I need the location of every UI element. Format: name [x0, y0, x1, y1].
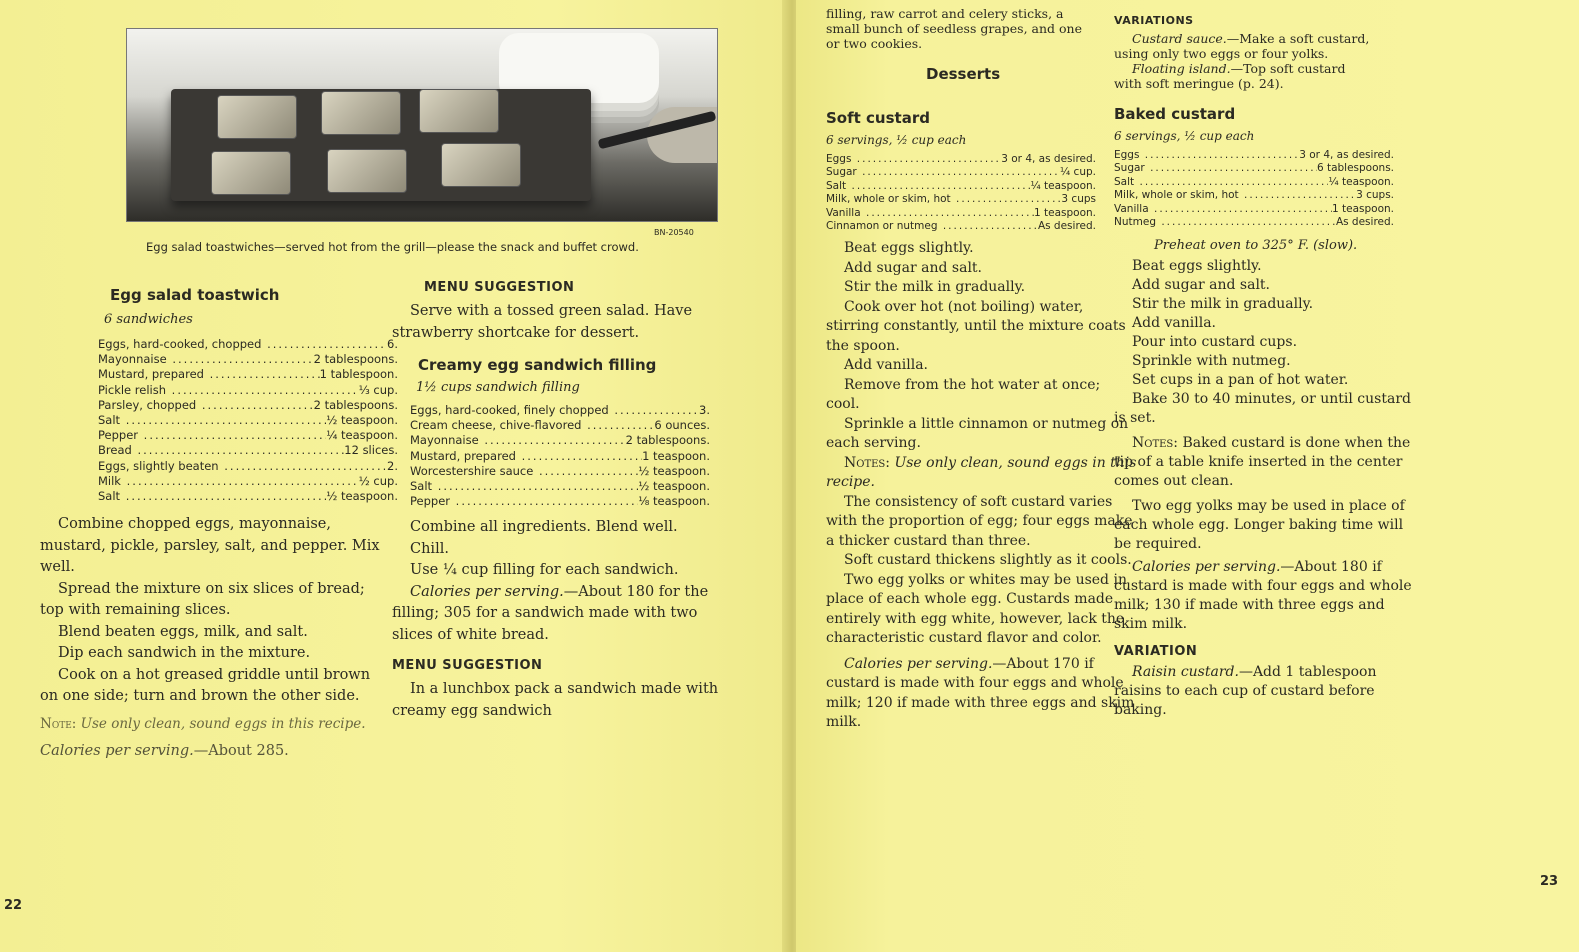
ingredient-name: Mayonnaise ..... — [410, 433, 626, 448]
ingredient-row — [98, 337, 398, 352]
variation-text: —Add 1 tablespoon raisins to each cup of custard before baking. — [1114, 663, 1377, 718]
page-number-left: 22 — [4, 898, 23, 913]
ingredient-row — [826, 180, 1096, 193]
calories-label: Calories per serving. — [40, 743, 194, 760]
ingredient-amount: 6. — [387, 337, 398, 351]
ingredient-amount: 6 ounces. — [654, 418, 710, 433]
recipe-note — [40, 714, 380, 736]
direction-step: Soft custard thickens slightly as it cools. — [844, 552, 1132, 569]
ingredient-amount: ¼ teaspoon. — [1328, 175, 1394, 188]
ingredient-amount: ¼ teaspoon. — [1030, 179, 1096, 192]
ingredient-amount: 2 tablespoons. — [313, 352, 398, 367]
ingredient-row — [1114, 216, 1394, 229]
recipe-directions — [40, 514, 382, 708]
direction-step: Pour into custard cups. — [1132, 333, 1298, 350]
direction-step: Remove from the hot water at once; cool. — [826, 376, 1101, 413]
ingredient-name: Vanilla ..... — [826, 207, 1034, 220]
direction-step: Blend beaten eggs, milk, and salt. — [58, 623, 308, 640]
variation-item — [1114, 61, 1376, 91]
right-page — [796, 0, 1579, 952]
ingredient-name: Cinnamon or nutmeg ..... — [826, 220, 1038, 233]
ingredient-name: Nutmeg ..... — [1114, 216, 1336, 229]
ingredient-row — [410, 418, 710, 433]
ingredient-name: Cream cheese, chive-flavored ..... — [410, 418, 654, 433]
ingredient-amount: 3 or 4, as desired. — [1001, 153, 1096, 165]
variation-label: Custard sauce. — [1132, 31, 1227, 46]
ingredient-row — [98, 459, 398, 474]
ingredient-amount: 2. — [387, 458, 398, 473]
ingredient-amount: ½ cup. — [358, 473, 398, 488]
egg-salad-recipe — [40, 286, 398, 763]
ingredient-row — [410, 494, 710, 509]
ingredient-amount: 1 tablespoon. — [319, 367, 398, 382]
ingredient-row — [410, 449, 710, 464]
soft-custard-notes — [826, 454, 1138, 493]
ingredient-name: Sugar ..... — [1114, 162, 1317, 175]
calories-text: —About 170 if custard is made with four eggs and whole milk; 120 if made with three eggs and skim milk. — [826, 655, 1135, 731]
grill-photo — [126, 28, 718, 222]
menu-suggestion-2-heading: MENU SUGGESTION — [392, 658, 543, 674]
baked-custard-calories — [1114, 558, 1414, 634]
notes-label: Notes: — [1132, 434, 1178, 451]
ingredient-row — [826, 166, 1096, 179]
direction-step: Sprinkle a little cinnamon or nutmeg on each serving. — [826, 415, 1129, 452]
ingredient-amount: ½ teaspoon. — [638, 463, 710, 478]
ingredient-name: Salt ..... — [1114, 176, 1328, 189]
creamy-filling-yield: 1½ cups sandwich filling — [416, 380, 580, 395]
direction-step: Use ¼ cup filling for each sandwich. — [410, 562, 679, 579]
ingredient-name: Salt ..... — [98, 413, 326, 428]
raisin-custard-variation — [1114, 663, 1414, 720]
direction-step: Sprinkle with nutmeg. — [1132, 352, 1291, 369]
recipe-title: Egg salad toastwich — [110, 286, 280, 304]
ingredient-row — [1114, 176, 1394, 189]
ingredient-amount: 3. — [699, 403, 710, 417]
direction-step: Bake 30 to 40 minutes, or until custard is set. — [1114, 390, 1411, 426]
ingredient-row — [410, 433, 710, 448]
direction-step: Two egg yolks or whites may be used in place of each whole egg. Custards made entirely with egg white, however, lack the characteristic custard flavor and color. — [826, 571, 1127, 647]
ingredient-name: Milk ..... — [98, 474, 359, 489]
ingredient-amount: ½ teaspoon. — [326, 413, 398, 428]
ingredient-amount: 1 teaspoon. — [1331, 202, 1394, 215]
creamy-calories — [392, 582, 722, 647]
variations-list — [1114, 31, 1376, 91]
ingredient-name: Pepper ..... — [410, 494, 638, 509]
ingredient-row — [1114, 189, 1394, 202]
ingredient-name: Pepper ..... — [98, 428, 326, 443]
direction-step: Chill. — [410, 540, 449, 557]
ingredient-row — [1114, 203, 1394, 216]
direction-step: Cook on a hot greased griddle until brown on one side; turn and brown the other side. — [40, 666, 371, 705]
ingredient-name: Eggs, slightly beaten ..... — [98, 459, 387, 474]
recipe-yield: 6 sandwiches — [104, 312, 193, 327]
ingredient-amount: 2 tablespoons. — [625, 433, 710, 448]
ingredient-row — [98, 352, 398, 367]
continued-text: filling, raw carrot and celery sticks, a small bunch of seedless grapes, and one or two cookies. — [826, 6, 1082, 51]
notes-text: Baked custard is done when the tip of a table knife inserted in the center comes out clean. — [1114, 434, 1411, 489]
left-page-column-2 — [392, 280, 722, 722]
calories-text: —About 180 for the filling; 305 for a sandwich made with two slices of white bread. — [392, 583, 709, 643]
baked-custard-notes-paragraphs — [1114, 497, 1414, 554]
ingredient-name: Sugar ..... — [826, 166, 1060, 179]
ingredient-amount: 3 cups — [1061, 193, 1096, 206]
ingredient-amount: 1 teaspoon. — [642, 448, 710, 463]
ingredient-name: Salt ..... — [98, 489, 326, 504]
soft-custard-yield: 6 servings, ½ cup each — [826, 133, 967, 147]
ingredient-amount: 3 cups. — [1356, 189, 1394, 202]
ingredient-row — [98, 367, 398, 382]
soft-custard-notes-paragraphs — [826, 493, 1138, 649]
ingredient-name: Eggs, hard-cooked, finely chopped ..... — [410, 403, 699, 418]
direction-step: Cook over hot (not boiling) water, stirring constantly, until the mixture coats the spoon. — [826, 298, 1126, 354]
direction-step: Combine all ingredients. Blend well. — [410, 519, 678, 536]
ingredient-amount: 2 tablespoons. — [313, 397, 398, 412]
ingredient-row — [410, 464, 710, 479]
ingredient-row — [98, 383, 398, 398]
ingredient-row — [1114, 162, 1394, 175]
ingredient-amount: As desired. — [1037, 220, 1096, 233]
ingredient-row — [98, 428, 398, 443]
ingredient-amount: As desired. — [1335, 216, 1394, 229]
variation-text: —Top soft custard with soft meringue (p. 24). — [1114, 61, 1346, 91]
ingredient-row — [98, 398, 398, 413]
ingredient-name: Mayonnaise ..... — [98, 352, 314, 367]
ingredient-amount: 3 or 4, as desired. — [1299, 149, 1394, 161]
creamy-directions — [392, 517, 722, 582]
ingredient-list — [98, 337, 398, 504]
direction-step: Stir the milk in gradually. — [1132, 295, 1314, 312]
desserts-heading: Desserts — [926, 65, 1001, 83]
direction-step: Beat eggs slightly. — [1132, 257, 1262, 274]
baked-custard-directions — [1114, 257, 1414, 428]
recipe-calories — [40, 741, 380, 763]
menu-suggestion-heading: MENU SUGGESTION — [424, 280, 575, 295]
ingredient-row — [826, 207, 1096, 220]
ingredient-name: Salt ..... — [410, 479, 638, 494]
ingredient-row — [98, 413, 398, 428]
soft-custard-ingredients — [826, 153, 1096, 233]
direction-step: Stir the milk in gradually. — [844, 279, 1026, 296]
ingredient-name: Mustard, prepared ..... — [410, 449, 642, 464]
ingredient-row — [98, 443, 398, 458]
variation-item — [1114, 31, 1376, 61]
calories-label: Calories per serving. — [844, 655, 993, 672]
soft-custard-directions — [826, 239, 1138, 454]
variation-label: Floating island. — [1132, 61, 1231, 76]
ingredient-name: Eggs, hard-cooked, chopped ..... — [98, 337, 387, 352]
calories-text: —About 285. — [193, 743, 289, 760]
ingredient-amount: 1 teaspoon. — [1033, 206, 1096, 219]
baked-custard-notes — [1114, 434, 1414, 491]
direction-step: Add sugar and salt. — [844, 259, 982, 276]
ingredient-name: Eggs ..... — [826, 153, 1001, 166]
direction-step: Two egg yolks may be used in place of each whole egg. Longer baking time will be required. — [1114, 497, 1405, 552]
ingredient-name: Milk, whole or skim, hot ..... — [826, 193, 1061, 206]
direction-step: Spread the mixture on six slices of bread; top with remaining slices. — [40, 580, 365, 619]
calories-label: Calories per serving. — [410, 583, 564, 600]
note-label: Note: — [40, 715, 77, 732]
ingredient-amount: ⅓ cup. — [358, 382, 398, 397]
griddle-image — [171, 89, 591, 201]
ingredient-name: Pickle relish ..... — [98, 383, 359, 398]
direction-step: Add vanilla. — [844, 357, 928, 374]
baked-custard-ingredients — [1114, 149, 1394, 229]
ingredient-name: Bread ..... — [98, 443, 344, 458]
ingredient-name: Worcestershire sauce ..... — [410, 464, 638, 479]
soft-custard-title: Soft custard — [826, 109, 930, 127]
ingredient-amount: ½ teaspoon. — [638, 479, 710, 494]
ingredient-amount: 12 slices. — [344, 443, 398, 458]
page-number-right: 23 — [1540, 874, 1559, 889]
ingredient-row — [98, 489, 398, 504]
ingredient-name: Parsley, chopped ..... — [98, 398, 314, 413]
ingredient-amount: ⅛ teaspoon. — [638, 494, 710, 509]
baked-custard-title: Baked custard — [1114, 105, 1236, 123]
baked-custard-yield: 6 servings, ½ cup each — [1114, 129, 1255, 143]
baked-custard-preheat: Preheat oven to 325° F. (slow). — [1154, 238, 1358, 254]
direction-step: Add sugar and salt. — [1132, 276, 1270, 293]
notes-text: Use only clean, sound eggs in this recipe. — [826, 454, 1137, 491]
direction-step: The consistency of soft custard varies with the proportion of egg; four eggs make a thicker custard than three. — [826, 493, 1133, 549]
direction-step: Add vanilla. — [1132, 314, 1216, 331]
creamy-filling-title: Creamy egg sandwich filling — [418, 356, 657, 374]
calories-text: —About 180 if custard is made with four eggs and whole milk; 130 if made with three eggs and skim milk. — [1114, 558, 1412, 632]
direction-step: Beat eggs slightly. — [844, 240, 974, 257]
ingredient-row — [410, 403, 710, 418]
direction-step: Dip each sandwich in the mixture. — [58, 645, 311, 662]
soft-custard-calories — [826, 655, 1138, 733]
ingredient-row — [1114, 149, 1394, 162]
ingredient-row — [98, 474, 398, 489]
ingredient-name: Vanilla ..... — [1114, 203, 1332, 216]
ingredient-name: Eggs ..... — [1114, 149, 1299, 162]
ingredient-amount: 6 tablespoons. — [1316, 162, 1394, 175]
ingredient-row — [826, 220, 1096, 233]
photo-caption: Egg salad toastwiches—served hot from the grill—please the snack and buffet crowd. — [146, 240, 639, 254]
menu-suggestion-2-text: In a lunchbox pack a sandwich made with creamy egg sandwich — [392, 681, 719, 719]
right-page-column-2 — [1114, 14, 1544, 720]
ingredient-amount: ¼ teaspoon. — [326, 428, 398, 443]
ingredient-amount: ¼ cup. — [1060, 166, 1096, 179]
ingredient-name: Salt ..... — [826, 180, 1030, 193]
menu-suggestion-text: Serve with a tossed green salad. Have strawberry shortcake for dessert. — [392, 303, 693, 341]
variation-heading: VARIATION — [1114, 643, 1198, 659]
ingredient-name: Milk, whole or skim, hot ..... — [1114, 189, 1356, 202]
photo-serial: BN-20540 — [654, 228, 694, 237]
ingredient-amount: ½ teaspoon. — [326, 489, 398, 504]
ingredient-row — [826, 193, 1096, 206]
creamy-ingredient-list — [410, 403, 710, 509]
direction-step: Set cups in a pan of hot water. — [1132, 371, 1349, 388]
variation-text: —Make a soft custard, using only two eggs or four yolks. — [1114, 31, 1370, 61]
ingredient-name: Mustard, prepared ..... — [98, 367, 320, 382]
calories-label: Calories per serving. — [1132, 558, 1281, 575]
variation-label: Raisin custard. — [1132, 663, 1239, 680]
ingredient-row — [410, 479, 710, 494]
notes-label: Notes: — [844, 454, 890, 471]
variations-heading: VARIATIONS — [1114, 14, 1194, 27]
direction-step: Combine chopped eggs, mayonnaise, mustard, pickle, parsley, salt, and pepper. Mix well. — [40, 516, 380, 576]
note-text: Use only clean, sound eggs in this recipe. — [80, 715, 366, 732]
ingredient-row — [826, 153, 1096, 166]
